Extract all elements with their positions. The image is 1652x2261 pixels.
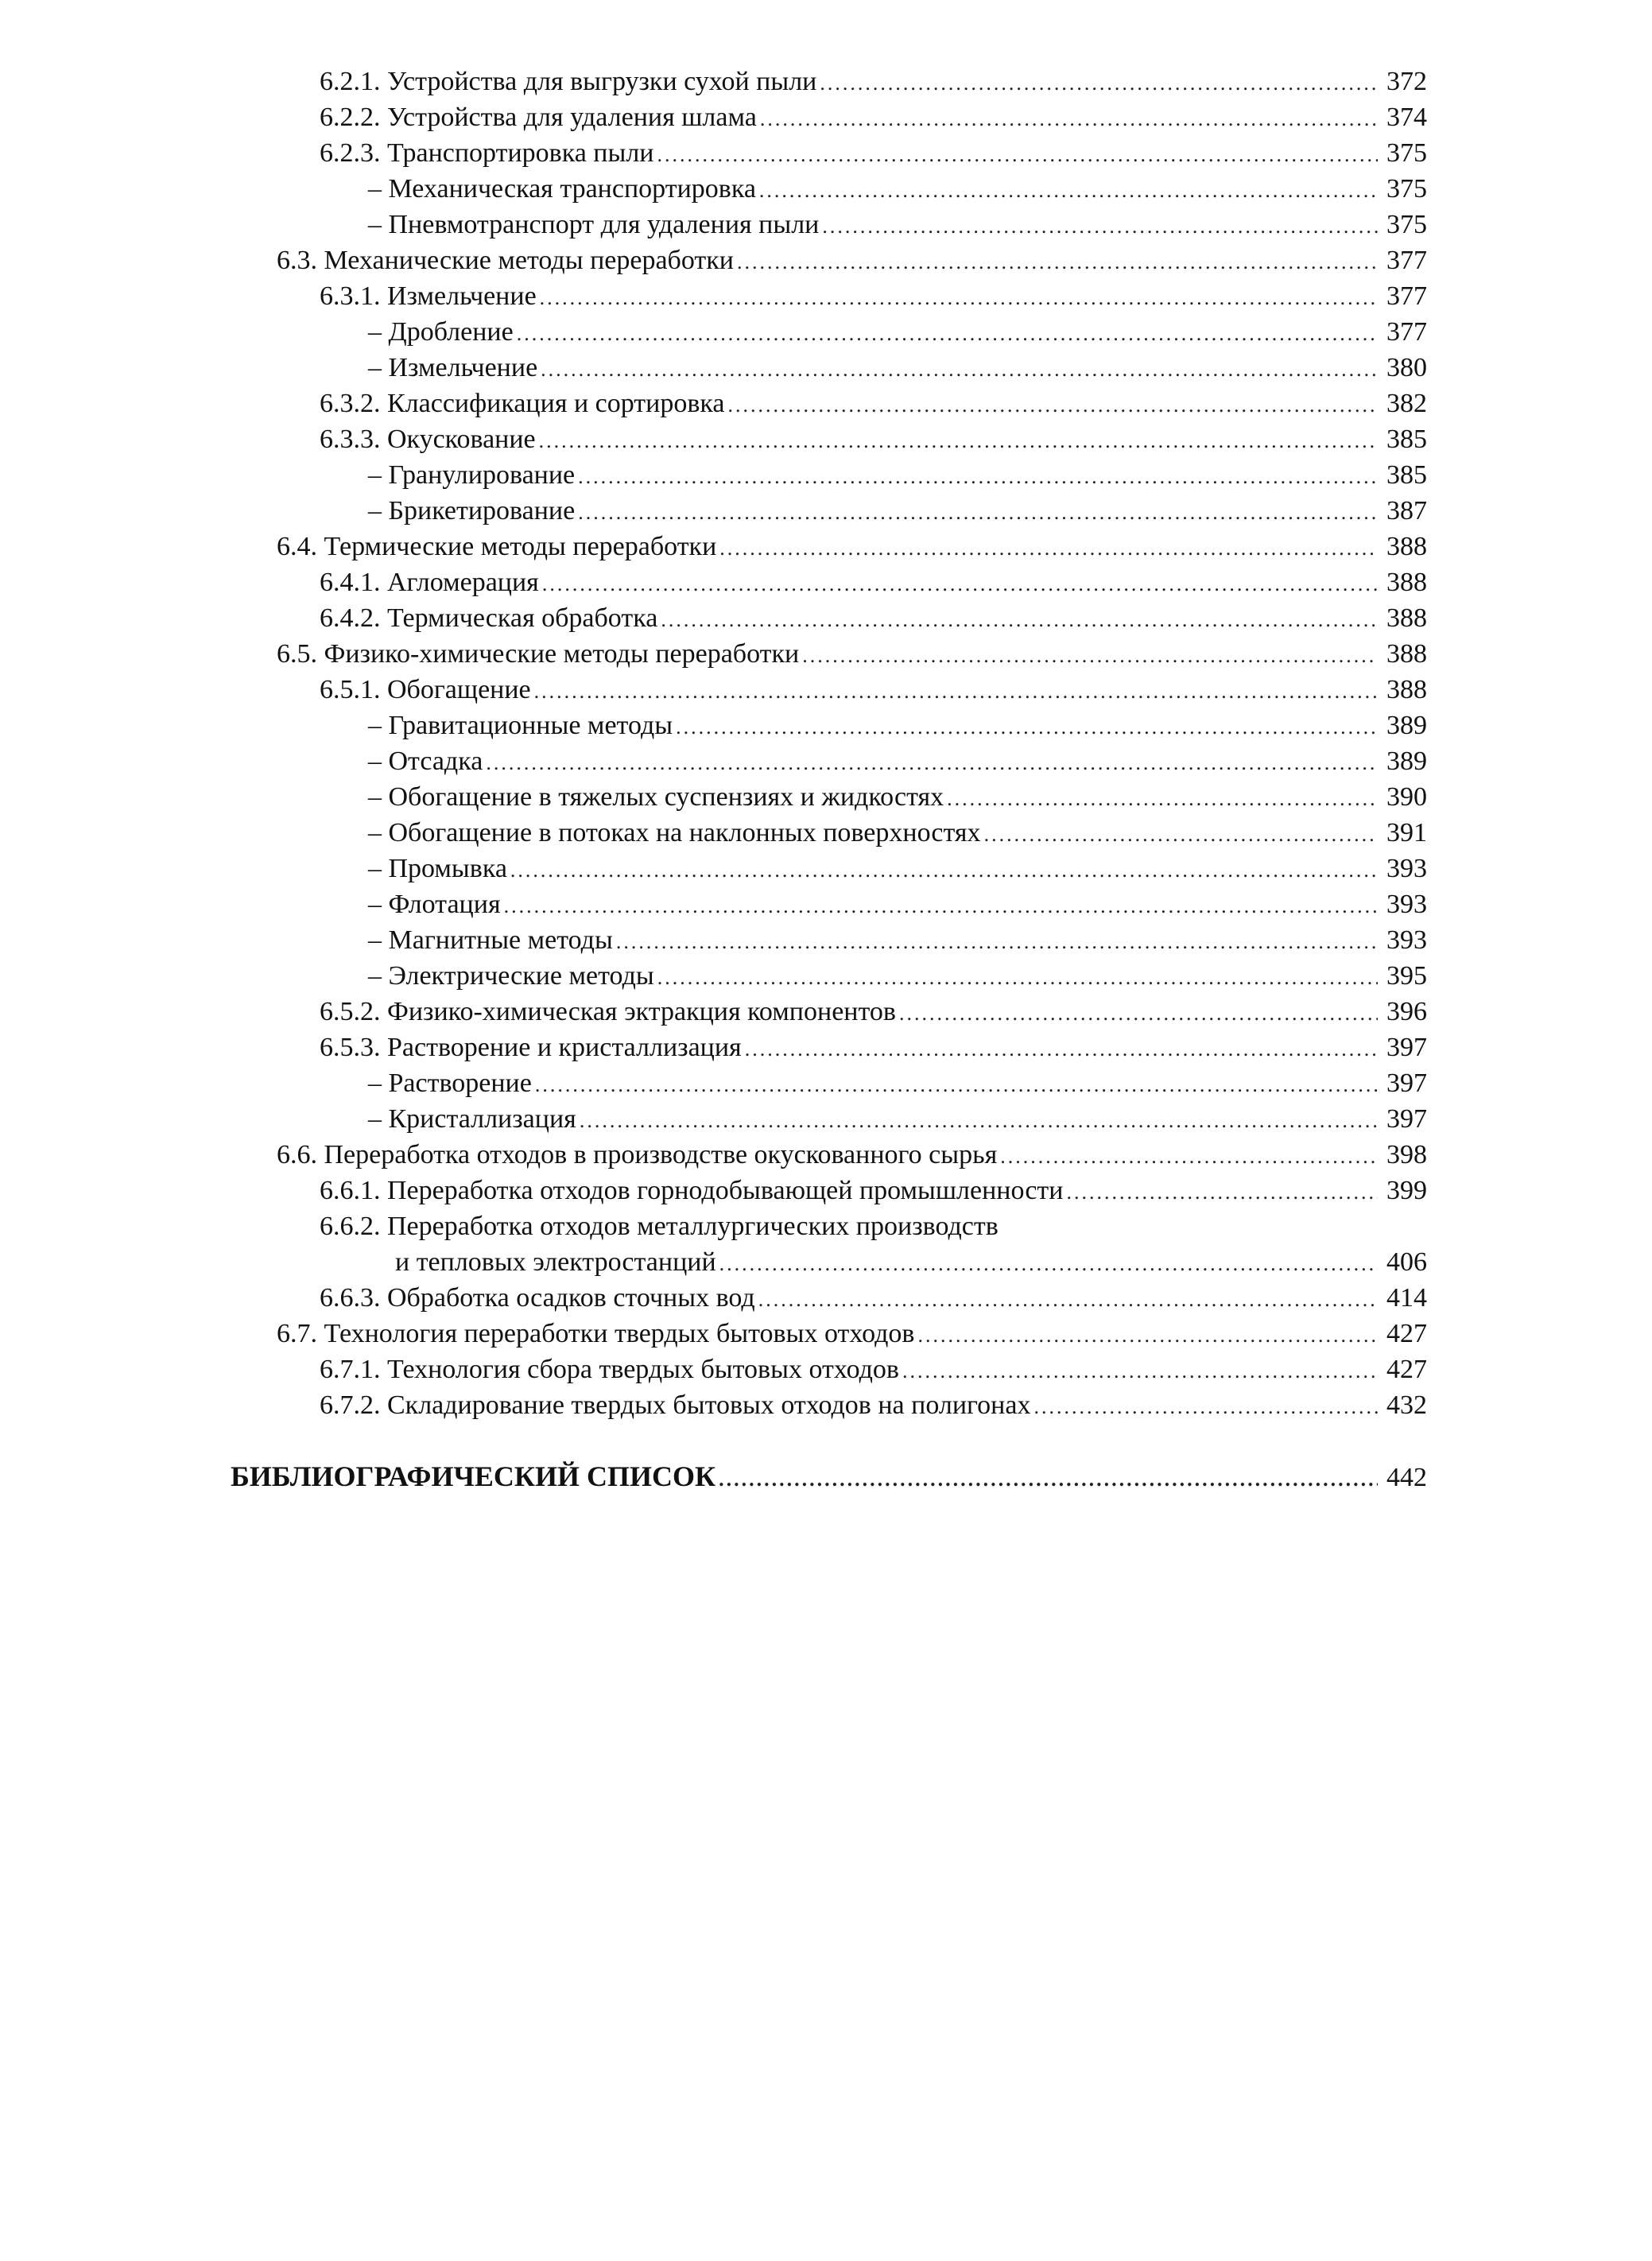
toc-page-number: 393 xyxy=(1386,854,1427,883)
toc-entry-title: – Отсадка xyxy=(368,743,486,779)
toc-entry-title: 6.4.2. Термическая обработка xyxy=(320,600,661,636)
toc-dot-leader xyxy=(657,137,1378,173)
toc-dot-leader xyxy=(578,494,1378,530)
toc-dot-leader xyxy=(661,602,1378,638)
toc-entry-title: 6.3.1. Измельчение xyxy=(320,278,540,314)
toc-entry xyxy=(0,314,1427,350)
toc-entry-title: и тепловых электростанций xyxy=(395,1244,719,1280)
toc-entry-bibliography xyxy=(0,1459,1427,1495)
toc-dot-leader xyxy=(580,1103,1378,1138)
toc-entry-title: – Гравитационные методы xyxy=(368,708,676,743)
toc-entry xyxy=(0,207,1427,242)
toc-page-number: 393 xyxy=(1386,890,1427,919)
toc-dot-leader xyxy=(486,745,1378,781)
toc-dot-leader xyxy=(510,852,1378,888)
toc-dot-leader xyxy=(504,888,1378,924)
toc-entry xyxy=(0,922,1427,958)
toc-page-number: 388 xyxy=(1386,639,1427,669)
toc-entry xyxy=(0,1101,1427,1137)
toc-entry xyxy=(0,493,1427,529)
toc-entry xyxy=(0,64,1427,99)
toc-dot-leader xyxy=(535,1067,1378,1103)
toc-page-number: 406 xyxy=(1386,1247,1427,1277)
toc-entry-title: 6.5. Физико-химические методы переработки xyxy=(277,636,802,672)
toc-entry xyxy=(0,1208,1427,1244)
toc-entry xyxy=(0,278,1427,314)
toc-dot-leader xyxy=(539,423,1378,459)
toc-entry xyxy=(0,636,1427,672)
toc-entry xyxy=(0,529,1427,564)
toc-page-number: 389 xyxy=(1386,711,1427,740)
toc-page-number: 398 xyxy=(1386,1140,1427,1169)
toc-page-number: 388 xyxy=(1386,603,1427,633)
toc-entry-title: – Обогащение в тяжелых суспензиях и жидкостях xyxy=(368,779,947,815)
toc-dot-leader xyxy=(745,1031,1378,1067)
toc-page-number: 374 xyxy=(1386,103,1427,132)
toc-entry-title: – Промывка xyxy=(368,851,510,886)
toc-dot-leader xyxy=(676,709,1378,745)
toc-page-number: 385 xyxy=(1386,460,1427,490)
toc-entry xyxy=(0,994,1427,1030)
toc-entry xyxy=(0,1280,1427,1316)
toc-entry-title: 6.7.1. Технология сбора твердых бытовых отходов xyxy=(320,1352,902,1387)
toc-entry-title: 6.6.2. Переработка отходов металлургических производств xyxy=(320,1208,1002,1244)
toc-page-number: 397 xyxy=(1386,1068,1427,1098)
toc-page-number: 395 xyxy=(1386,961,1427,991)
toc-dot-leader xyxy=(760,101,1378,137)
toc-dot-leader xyxy=(540,280,1378,316)
toc-page-number: 388 xyxy=(1386,532,1427,561)
toc-dot-leader xyxy=(1033,1389,1378,1425)
toc-dot-leader xyxy=(1000,1138,1378,1174)
toc-entry-title: БИБЛИОГРАФИЧЕСКИЙ СПИСОК xyxy=(231,1459,719,1495)
toc-entry xyxy=(0,1352,1427,1387)
toc-dot-leader xyxy=(719,1246,1378,1282)
toc-dot-leader xyxy=(822,208,1378,244)
toc-entry-title: – Механическая транспортировка xyxy=(368,171,759,207)
toc-dot-leader xyxy=(759,173,1378,208)
toc-entry xyxy=(0,1137,1427,1173)
toc-dot-leader xyxy=(719,1461,1378,1497)
toc-dot-leader xyxy=(541,351,1378,387)
toc-dot-leader xyxy=(820,65,1378,101)
toc-page-number: 377 xyxy=(1386,317,1427,347)
toc-entry xyxy=(0,958,1427,994)
toc-entry xyxy=(0,851,1427,886)
toc-entry-title: 6.3. Механические методы переработки xyxy=(277,242,737,278)
toc-page-number: 377 xyxy=(1386,246,1427,275)
toc-dot-leader xyxy=(758,1282,1378,1317)
toc-page-number: 427 xyxy=(1386,1355,1427,1384)
toc-entry-title: 6.7.2. Складирование твердых бытовых отходов на полигонах xyxy=(320,1387,1033,1423)
toc-entry xyxy=(0,421,1427,457)
toc-entry-title: – Кристаллизация xyxy=(368,1101,580,1137)
toc-entry-title: 6.7. Технология переработки твердых бытовых отходов xyxy=(277,1316,917,1352)
toc-entry xyxy=(0,1030,1427,1065)
toc-page-number: 397 xyxy=(1386,1104,1427,1134)
toc-dot-leader xyxy=(802,638,1378,673)
toc-entry xyxy=(0,1316,1427,1352)
toc-entry xyxy=(0,708,1427,743)
toc-entry xyxy=(0,815,1427,851)
toc-page-number: 372 xyxy=(1386,67,1427,96)
toc-page-number: 427 xyxy=(1386,1319,1427,1348)
toc-entry-title: 6.5.3. Растворение и кристаллизация xyxy=(320,1030,745,1065)
toc-dot-leader xyxy=(899,995,1378,1031)
toc-page-number: 389 xyxy=(1386,747,1427,776)
toc-entry-title: 6.4.1. Агломерация xyxy=(320,564,542,600)
toc-entry xyxy=(0,743,1427,779)
toc-page-number: 393 xyxy=(1386,925,1427,955)
toc-page-number: 397 xyxy=(1386,1033,1427,1062)
toc-entry xyxy=(0,386,1427,421)
toc-entry xyxy=(0,1387,1427,1423)
toc-dot-leader xyxy=(578,459,1378,494)
toc-page-number: 388 xyxy=(1386,568,1427,597)
toc-dot-leader xyxy=(657,960,1378,995)
toc-dot-leader xyxy=(616,924,1378,960)
toc-entry xyxy=(0,1244,1427,1280)
toc-entry-title: – Флотация xyxy=(368,886,504,922)
toc-page-number: 396 xyxy=(1386,997,1427,1026)
toc-entry xyxy=(0,242,1427,278)
toc-page-number: 387 xyxy=(1386,496,1427,525)
toc-page-number: 377 xyxy=(1386,281,1427,311)
toc-page-number: 380 xyxy=(1386,353,1427,382)
toc-entry-title: – Электрические методы xyxy=(368,958,657,994)
toc-dot-leader xyxy=(902,1353,1378,1389)
toc-entry-title: 6.4. Термические методы переработки xyxy=(277,529,719,564)
toc-page-number: 375 xyxy=(1386,210,1427,239)
toc-entry xyxy=(0,171,1427,207)
toc-page-number: 391 xyxy=(1386,818,1427,847)
toc-entry-title: – Магнитные методы xyxy=(368,922,616,958)
toc-entry-title: 6.5.1. Обогащение xyxy=(320,672,534,708)
toc-page-number: 375 xyxy=(1386,174,1427,204)
toc-entry-title: – Брикетирование xyxy=(368,493,578,529)
toc-page-number: 385 xyxy=(1386,425,1427,454)
toc-page-number: 382 xyxy=(1386,389,1427,418)
toc-dot-leader xyxy=(737,244,1378,280)
toc-dot-leader xyxy=(728,387,1378,423)
toc-entry-title: – Растворение xyxy=(368,1065,535,1101)
toc-entry-title: 6.5.2. Физико-химическая эктракция компонентов xyxy=(320,994,899,1030)
toc-entry-title: 6.2.3. Транспортировка пыли xyxy=(320,135,657,171)
toc-dot-leader xyxy=(534,673,1378,709)
toc-dot-leader xyxy=(917,1317,1378,1353)
toc-dot-leader xyxy=(517,316,1378,351)
toc-entry-title: 6.3.2. Классификация и сортировка xyxy=(320,386,728,421)
toc-entry-title: – Пневмотранспорт для удаления пыли xyxy=(368,207,822,242)
toc-entry xyxy=(0,1173,1427,1208)
toc-page-number: 388 xyxy=(1386,675,1427,704)
toc-entry-title: 6.6.3. Обработка осадков сточных вод xyxy=(320,1280,758,1316)
toc-page-number: 414 xyxy=(1386,1283,1427,1313)
toc-entry-title: – Дробление xyxy=(368,314,517,350)
toc-entry xyxy=(0,99,1427,135)
toc-entry-title: 6.6.1. Переработка отходов горнодобывающей промышленности xyxy=(320,1173,1066,1208)
toc-entry xyxy=(0,886,1427,922)
toc-dot-leader xyxy=(984,816,1378,852)
toc-entry-title: – Измельчение xyxy=(368,350,541,386)
toc-entry xyxy=(0,350,1427,386)
toc-entry-title: – Гранулирование xyxy=(368,457,578,493)
toc-entry xyxy=(0,779,1427,815)
toc-entry xyxy=(0,135,1427,171)
toc-entry xyxy=(0,672,1427,708)
toc-entry xyxy=(0,457,1427,493)
toc-entry xyxy=(0,600,1427,636)
toc-page-number: 432 xyxy=(1386,1390,1427,1420)
toc-dot-leader xyxy=(542,566,1378,602)
toc-page-number: 390 xyxy=(1386,782,1427,812)
toc-page-number: 442 xyxy=(1386,1463,1427,1492)
toc-entry-title: – Обогащение в потоках на наклонных поверхностях xyxy=(368,815,984,851)
toc-entry-title: 6.3.3. Окускование xyxy=(320,421,539,457)
toc-dot-leader xyxy=(719,530,1378,566)
toc-dot-leader xyxy=(947,781,1378,816)
toc-dot-leader xyxy=(1066,1174,1378,1210)
toc-entry-title: 6.2.2. Устройства для удаления шлама xyxy=(320,99,760,135)
toc-entry xyxy=(0,1065,1427,1101)
toc-page-number: 375 xyxy=(1386,138,1427,168)
toc-entry xyxy=(0,564,1427,600)
toc-entry-title: 6.6. Переработка отходов в производстве окускованного сырья xyxy=(277,1137,1000,1173)
toc-page-number: 399 xyxy=(1386,1176,1427,1205)
toc-entry-title: 6.2.1. Устройства для выгрузки сухой пыли xyxy=(320,64,820,99)
